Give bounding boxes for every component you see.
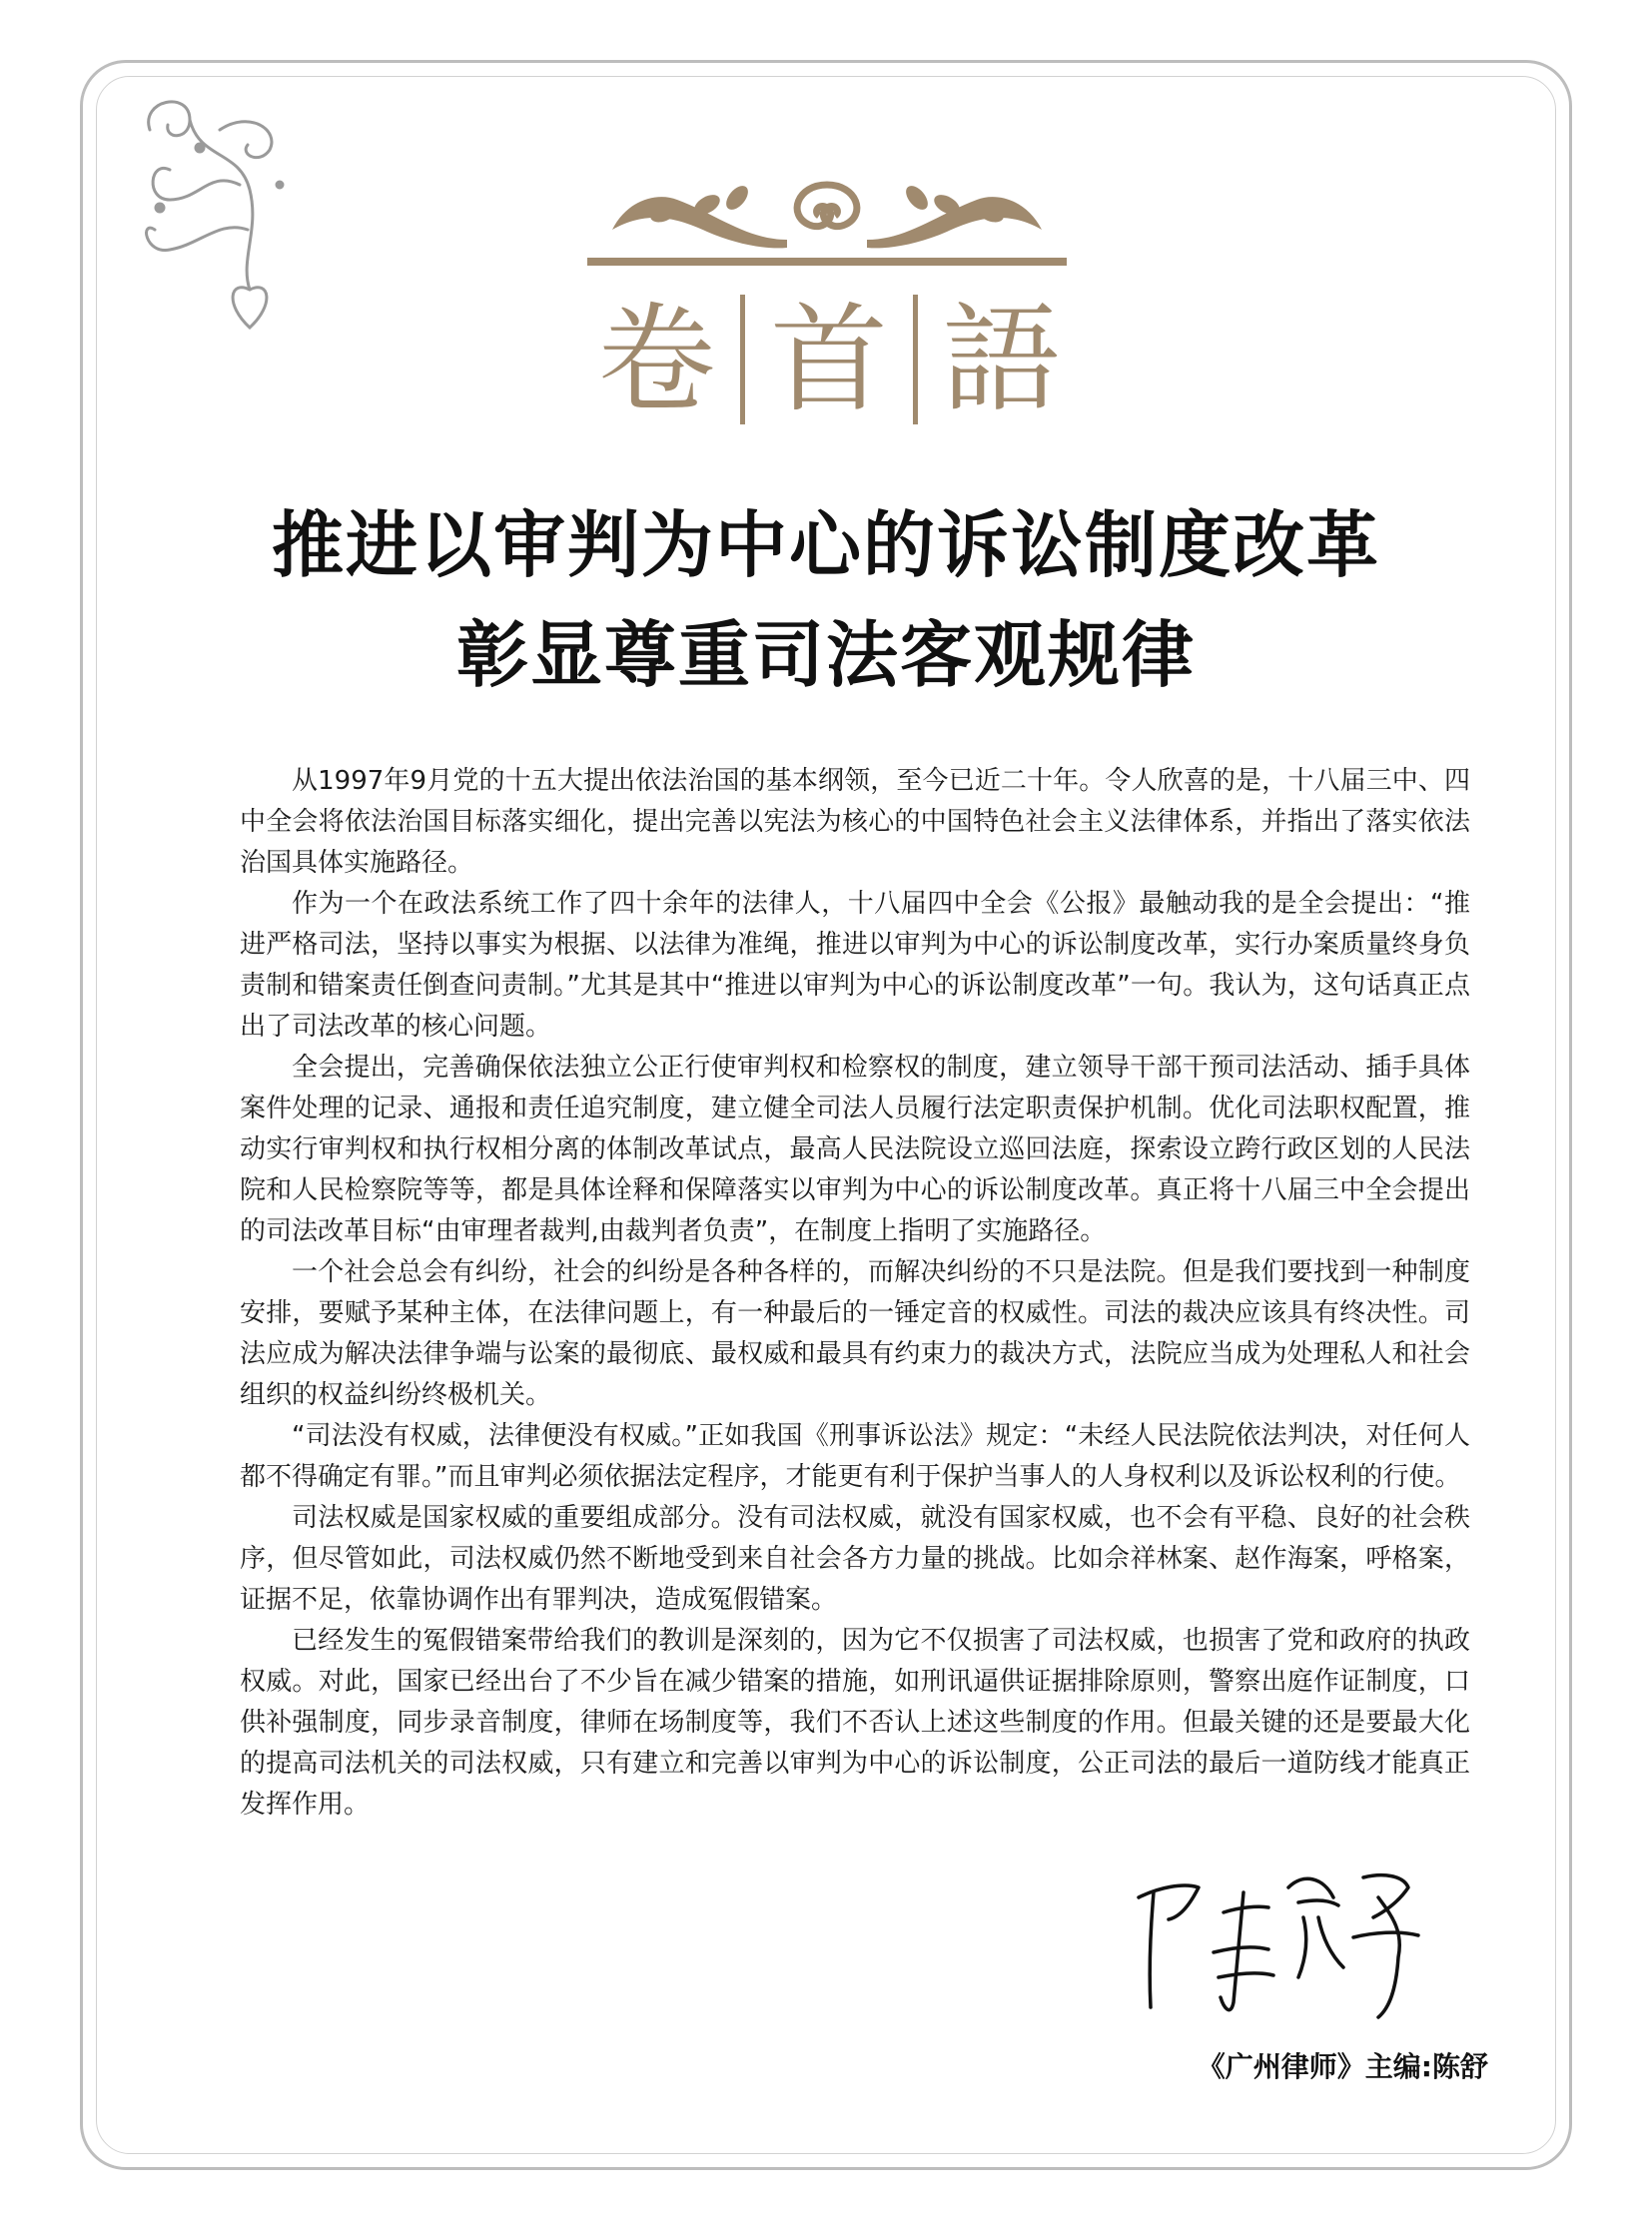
masthead-divider — [913, 295, 918, 424]
masthead-char-1: 卷 — [597, 291, 716, 428]
paragraph: “司法没有权威，法律便没有权威。”正如我国《刑事诉讼法》规定：“未经人民法院依法判决，对任何人都不得确定有罪。”而且审判必须依据法定程序，才能更有利于保护当事人的人身权利以及诉讼权利的行使。 — [240, 1421, 1470, 1492]
headline-line-1: 推进以审判为中心的诉讼制度改革 — [271, 502, 1380, 587]
editor-credit: 《广州律师》主编:陈舒 — [1197, 2050, 1488, 2083]
paragraph: 作为一个在政法系统工作了四十余年的法律人，十八届四中全会《公报》最触动我的是全会提出：“推进严格司法，坚持以事实为根据、以法律为准绳，推进以审判为中心的诉讼制度改革，实行办案质量终身负责制和错案责任倒查问责制。”尤其是其中“推进以审判为中心的诉讼制度改革”一句。我认为，这句话真正点出了司法改革的核心问题。 — [240, 889, 1470, 1042]
paragraph: 司法权威是国家权威的重要组成部分。没有司法权威，就没有国家权威，也不会有平稳、良好的社会秩序，但尽管如此，司法权威仍然不断地受到来自社会各方力量的挑战。比如佘祥林案、赵作海案，呼格案，证据不足，依靠协调作出有罪判决，造成冤假错案。 — [240, 1503, 1470, 1615]
masthead-title — [589, 285, 1069, 434]
paragraph: 一个社会总会有纠纷，社会的纠纷是各种各样的，而解决纠纷的不只是法院。但是我们要找到一种制度安排，要赋予某种主体，在法律问题上，有一种最后的一锤定音的权威性。司法的裁决应该具有终决性。司法应成为解决法律争端与讼案的最彻底、最权威和最具有约束力的裁决方式，法院应当成为处理私人和社会组织的权益纠纷终极机关。 — [240, 1257, 1470, 1410]
masthead-char-2: 首 — [769, 291, 888, 428]
paragraph: 已经发生的冤假错案带给我们的教训是深刻的，因为它不仅损害了司法权威，也损害了党和政府的执政权威。对此，国家已经出台了不少旨在减少错案的措施，如刑讯逼供证据排除原则，警察出庭作证制度，口供补强制度，同步录音制度，律师在场制度等，我们不否认上述这些制度的作用。但最关键的还是要最大化的提高司法机关的司法权威，只有建立和完善以审判为中心的诉讼制度，公正司法的最后一道防线才能真正发挥作用。 — [240, 1626, 1470, 1820]
paragraph: 从1997年9月党的十五大提出依法治国的基本纲领，至今已近二十年。令人欣喜的是，十八届三中、四中全会将依法治国目标落实细化，提出完善以宪法为核心的中国特色社会主义法律体系，并指出了落实依法治国具体实施路径。 — [240, 766, 1470, 878]
header-ornament — [587, 170, 1067, 275]
corner-swirl-ornament — [130, 90, 320, 340]
headline-line-2: 彰显尊重司法客观规律 — [455, 612, 1196, 697]
handwritten-signature — [1129, 1858, 1438, 2027]
masthead-char-3: 語 — [942, 291, 1061, 428]
paragraph: 全会提出，完善确保依法独立公正行使审判权和检察权的制度，建立领导干部干预司法活动、插手具体案件处理的记录、通报和责任追究制度，建立健全司法人员履行法定职责保护机制。优化司法职权配置，推动实行审判权和执行权相分离的体制改革试点，最高人民法院设立巡回法庭，探索设立跨行政区划的人民法院和人民检察院等等，都是具体诠释和保障落实以审判为中心的诉讼制度改革。真正将十八届三中全会提出的司法改革目标“由审理者裁判,由裁判者负责”，在制度上指明了实施路径。 — [240, 1053, 1470, 1246]
masthead-divider — [740, 295, 745, 424]
article-body — [240, 761, 1470, 1826]
